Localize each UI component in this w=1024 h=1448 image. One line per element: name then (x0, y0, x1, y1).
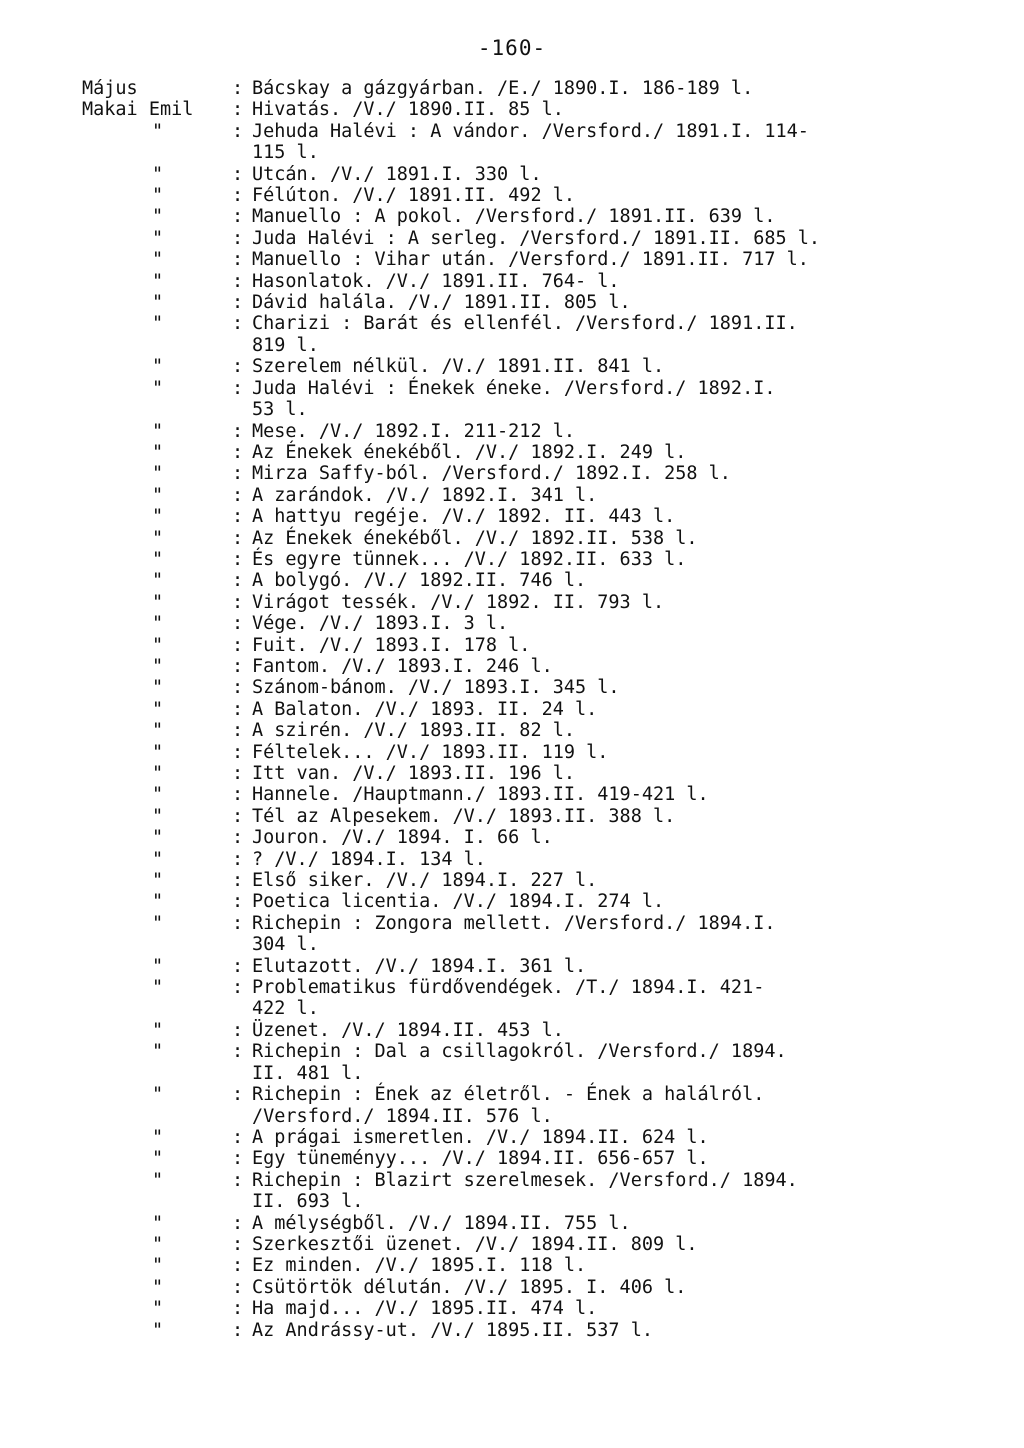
entry-citation: Elutazott. /V./ 1894.I. 361 l. (252, 955, 587, 977)
ditto-mark: " (152, 891, 164, 913)
entry-citation: Richepin : Blazirt szerelmesek. /Versford./ 1894. II. 693 l. (252, 1169, 798, 1213)
ditto-mark: " (152, 484, 164, 506)
bibliography-entry (82, 442, 962, 463)
entry-citation: Dávid halála. /V./ 1891.II. 805 l. (252, 292, 631, 314)
entry-citation: Mese. /V./ 1892.I. 211-212 l. (252, 420, 576, 442)
bibliography-entry (82, 463, 962, 484)
entry-citation: Az Énekek énekéből. /V./ 1892.I. 249 l. (252, 441, 687, 463)
bibliography-entry (82, 699, 962, 720)
entry-separator: : (232, 1276, 244, 1298)
entry-citation: Jehuda Halévi : A vándor. /Versford./ 1891.I. 114- 115 l. (252, 120, 809, 164)
ditto-mark: " (152, 1233, 164, 1255)
entry-citation: A prágai ismeretlen. /V./ 1894.II. 624 l. (252, 1126, 709, 1148)
entry-citation: Egy tüneményy... /V./ 1894.II. 656-657 l. (252, 1148, 709, 1170)
entry-separator: : (232, 227, 244, 249)
ditto-mark: " (152, 591, 164, 613)
entry-separator: : (232, 1084, 244, 1106)
entry-separator: : (232, 591, 244, 613)
entry-separator: : (232, 570, 244, 592)
entry-separator: : (232, 1041, 244, 1063)
bibliography-entry (82, 1084, 962, 1127)
ditto-mark: " (152, 548, 164, 570)
entry-separator: : (232, 120, 244, 142)
bibliography-entry (82, 849, 962, 870)
entry-citation: Manuello : Vihar után. /Versford./ 1891.II. 717 l. (252, 249, 809, 271)
ditto-mark: " (152, 1084, 164, 1106)
ditto-mark: " (152, 570, 164, 592)
entry-citation: Mirza Saffy-ból. /Versford./ 1892.I. 258 l. (252, 463, 731, 485)
ditto-mark: " (152, 848, 164, 870)
entry-separator: : (232, 1212, 244, 1234)
entry-citation: Richepin : Ének az életről. - Ének a halálról. /Versford./ 1894.II. 576 l. (252, 1084, 765, 1127)
bibliography-entry (82, 1255, 962, 1276)
bibliography-entry (82, 1277, 962, 1298)
bibliography-entry (82, 1041, 962, 1084)
entry-separator: : (232, 1169, 244, 1191)
page-number: -160- (477, 36, 547, 60)
entry-separator: : (232, 292, 244, 314)
bibliography-entry (82, 956, 962, 977)
bibliography-entry (82, 1127, 962, 1148)
ditto-mark: " (152, 677, 164, 699)
bibliography-entry (82, 742, 962, 763)
entry-citation: Problematikus fürdővendégek. /T./ 1894.I. 421- 422 l. (252, 977, 765, 1020)
entry-citation: Hannele. /Hauptmann./ 1893.II. 419-421 l. (252, 784, 709, 806)
entry-citation: Manuello : A pokol. /Versford./ 1891.II. 639 l. (252, 206, 776, 228)
bibliography-entry (82, 592, 962, 613)
bibliography-entry (82, 827, 962, 848)
bibliography-entry (82, 977, 962, 1020)
ditto-mark: " (152, 805, 164, 827)
entry-separator: : (232, 763, 244, 784)
entry-citation: Első siker. /V./ 1894.I. 227 l. (252, 870, 598, 892)
entry-separator: : (232, 463, 244, 485)
entry-citation: Szerelem nélkül. /V./ 1891.II. 841 l. (252, 356, 665, 378)
entry-separator: : (232, 1126, 244, 1148)
entry-author: Május (82, 78, 138, 99)
ditto-mark: " (152, 955, 164, 977)
entry-separator: : (232, 977, 244, 999)
bibliography-entry (82, 613, 962, 634)
entry-separator: : (232, 484, 244, 506)
bibliography-entry (82, 356, 962, 377)
entry-separator: : (232, 506, 244, 528)
entry-citation: Tél az Alpesekem. /V./ 1893.II. 388 l. (252, 805, 676, 827)
bibliography-entry (82, 421, 962, 442)
entry-citation: A zarándok. /V./ 1892.I. 341 l. (252, 484, 598, 506)
bibliography-entry (82, 549, 962, 570)
ditto-mark: " (152, 377, 164, 399)
ditto-mark: " (152, 163, 164, 185)
bibliography-entry (82, 271, 962, 292)
ditto-mark: " (152, 784, 164, 806)
ditto-mark: " (152, 613, 164, 635)
entry-citation: Szerkesztői üzenet. /V./ 1894.II. 809 l. (252, 1233, 698, 1255)
ditto-mark: " (152, 720, 164, 742)
entry-citation: Az Énekek énekéből. /V./ 1892.II. 538 l. (252, 527, 698, 549)
entry-separator: : (232, 870, 244, 892)
entry-citation: Richepin : Zongora mellett. /Versford./ 1894.I. 304 l. (252, 912, 776, 956)
entry-citation: Vége. /V./ 1893.I. 3 l. (252, 613, 509, 635)
ditto-mark: " (152, 977, 164, 999)
bibliography-entry (82, 656, 962, 677)
entry-separator: : (232, 249, 244, 271)
bibliography-entry (82, 635, 962, 656)
bibliography-entry (82, 1234, 962, 1255)
entry-separator: : (232, 1298, 244, 1320)
entry-separator: : (232, 805, 244, 827)
entry-separator: : (232, 655, 244, 677)
entry-separator: : (232, 720, 244, 742)
bibliography-entry (82, 506, 962, 527)
bibliography-entry (82, 1298, 962, 1319)
entry-citation: Virágot tessék. /V./ 1892. II. 793 l. (252, 591, 665, 613)
ditto-mark: " (152, 698, 164, 720)
ditto-mark: " (152, 420, 164, 442)
entry-citation: A szirén. /V./ 1893.II. 82 l. (252, 720, 576, 742)
entry-separator: : (232, 313, 244, 335)
bibliography-entry (82, 1020, 962, 1041)
bibliography-entry (82, 228, 962, 249)
entry-separator: : (232, 1148, 244, 1170)
entry-citation: Üzenet. /V./ 1894.II. 453 l. (252, 1019, 564, 1041)
entry-citation: Bácskay a gázgyárban. /E./ 1890.I. 186-189 l. (252, 78, 754, 99)
entry-separator: : (232, 827, 244, 849)
ditto-mark: " (152, 270, 164, 292)
ditto-mark: " (152, 763, 164, 784)
ditto-mark: " (152, 827, 164, 849)
entry-separator: : (232, 784, 244, 806)
ditto-mark: " (152, 249, 164, 271)
entry-citation: És egyre tünnek... /V./ 1892.II. 633 l. (252, 548, 687, 570)
entry-separator: : (232, 163, 244, 185)
bibliography-entry (82, 763, 962, 784)
entry-author: Makai Emil (82, 99, 194, 121)
bibliography-entry (82, 720, 962, 741)
entry-separator: : (232, 1233, 244, 1255)
entry-citation: Az Andrássy-ut. /V./ 1895.II. 537 l. (252, 1319, 653, 1341)
entry-separator: : (232, 99, 244, 121)
entry-separator: : (232, 741, 244, 763)
ditto-mark: " (152, 1041, 164, 1063)
bibliography-entry (82, 1170, 962, 1213)
bibliography-entry (82, 1148, 962, 1169)
ditto-mark: " (152, 1126, 164, 1148)
ditto-mark: " (152, 1255, 164, 1277)
entry-citation: Fuit. /V./ 1893.I. 178 l. (252, 634, 531, 656)
entry-citation: Ha majd... /V./ 1895.II. 474 l. (252, 1298, 598, 1320)
entry-citation: Féltelek... /V./ 1893.II. 119 l. (252, 741, 609, 763)
entry-separator: : (232, 185, 244, 207)
entry-citation: Poetica licentia. /V./ 1894.I. 274 l. (252, 891, 665, 913)
bibliography-entry (82, 78, 962, 99)
bibliography-entry (82, 164, 962, 185)
entry-citation: Hasonlatok. /V./ 1891.II. 764- l. (252, 270, 620, 292)
bibliography-entry (82, 249, 962, 270)
ditto-mark: " (152, 185, 164, 207)
bibliography-entry (82, 185, 962, 206)
entry-separator: : (232, 527, 244, 549)
bibliography-entry (82, 528, 962, 549)
entry-separator: : (232, 613, 244, 635)
entry-citation: A Balaton. /V./ 1893. II. 24 l. (252, 698, 598, 720)
ditto-mark: " (152, 463, 164, 485)
entry-citation: Juda Halévi : A serleg. /Versford./ 1891.II. 685 l. (252, 227, 821, 249)
ditto-mark: " (152, 120, 164, 142)
entry-citation: Ez minden. /V./ 1895.I. 118 l. (252, 1255, 587, 1277)
bibliography-list (82, 78, 962, 1341)
entry-separator: : (232, 548, 244, 570)
entry-separator: : (232, 848, 244, 870)
ditto-mark: " (152, 1276, 164, 1298)
entry-citation: Hivatás. /V./ 1890.II. 85 l. (252, 99, 564, 121)
ditto-mark: " (152, 912, 164, 934)
entry-citation: Félúton. /V./ 1891.II. 492 l. (252, 185, 576, 207)
ditto-mark: " (152, 655, 164, 677)
entry-separator: : (232, 420, 244, 442)
ditto-mark: " (152, 527, 164, 549)
entry-separator: : (232, 78, 244, 99)
ditto-mark: " (152, 1212, 164, 1234)
entry-citation: ? /V./ 1894.I. 134 l. (252, 848, 486, 870)
bibliography-entry (82, 806, 962, 827)
bibliography-entry (82, 99, 962, 120)
ditto-mark: " (152, 227, 164, 249)
entry-citation: A bolygó. /V./ 1892.II. 746 l. (252, 570, 587, 592)
ditto-mark: " (152, 1298, 164, 1320)
entry-citation: Jouron. /V./ 1894. I. 66 l. (252, 827, 553, 849)
ditto-mark: " (152, 313, 164, 335)
entry-separator: : (232, 677, 244, 699)
bibliography-entry (82, 784, 962, 805)
ditto-mark: " (152, 1148, 164, 1170)
bibliography-entry (82, 570, 962, 591)
entry-citation: Utcán. /V./ 1891.I. 330 l. (252, 163, 542, 185)
bibliography-entry (82, 485, 962, 506)
entry-citation: Juda Halévi : Énekek éneke. /Versford./ 1892.I. 53 l. (252, 377, 776, 421)
bibliography-entry (82, 891, 962, 912)
entry-separator: : (232, 891, 244, 913)
bibliography-entry (82, 1213, 962, 1234)
entry-citation: A mélységből. /V./ 1894.II. 755 l. (252, 1212, 631, 1234)
ditto-mark: " (152, 1169, 164, 1191)
entry-separator: : (232, 270, 244, 292)
bibliography-entry (82, 913, 962, 956)
bibliography-entry (82, 292, 962, 313)
entry-separator: : (232, 1019, 244, 1041)
entry-citation: A hattyu regéje. /V./ 1892. II. 443 l. (252, 506, 676, 528)
entry-separator: : (232, 1255, 244, 1277)
entry-separator: : (232, 634, 244, 656)
entry-separator: : (232, 206, 244, 228)
bibliography-entry (82, 313, 962, 356)
bibliography-entry (82, 121, 962, 164)
entry-separator: : (232, 377, 244, 399)
ditto-mark: " (152, 870, 164, 892)
ditto-mark: " (152, 356, 164, 378)
entry-citation: Szánom-bánom. /V./ 1893.I. 345 l. (252, 677, 620, 699)
entry-separator: : (232, 698, 244, 720)
entry-separator: : (232, 356, 244, 378)
entry-separator: : (232, 912, 244, 934)
entry-citation: Fantom. /V./ 1893.I. 246 l. (252, 655, 553, 677)
bibliography-entry (82, 206, 962, 227)
ditto-mark: " (152, 206, 164, 228)
bibliography-entry (82, 378, 962, 421)
entry-separator: : (232, 441, 244, 463)
entry-citation: Richepin : Dal a csillagokról. /Versford./ 1894. II. 481 l. (252, 1041, 787, 1084)
bibliography-entry (82, 870, 962, 891)
bibliography-entry (82, 677, 962, 698)
ditto-mark: " (152, 741, 164, 763)
entry-separator: : (232, 955, 244, 977)
entry-citation: Charizi : Barát és ellenfél. /Versford./ 1891.II. 819 l. (252, 313, 798, 356)
bibliography-entry (82, 1320, 962, 1341)
entry-citation: Csütörtök délután. /V./ 1895. I. 406 l. (252, 1276, 687, 1298)
entry-citation: Itt van. /V./ 1893.II. 196 l. (252, 763, 576, 784)
ditto-mark: " (152, 441, 164, 463)
ditto-mark: " (152, 634, 164, 656)
ditto-mark: " (152, 1019, 164, 1041)
ditto-mark: " (152, 1319, 164, 1341)
ditto-mark: " (152, 292, 164, 314)
entry-separator: : (232, 1319, 244, 1341)
ditto-mark: " (152, 506, 164, 528)
